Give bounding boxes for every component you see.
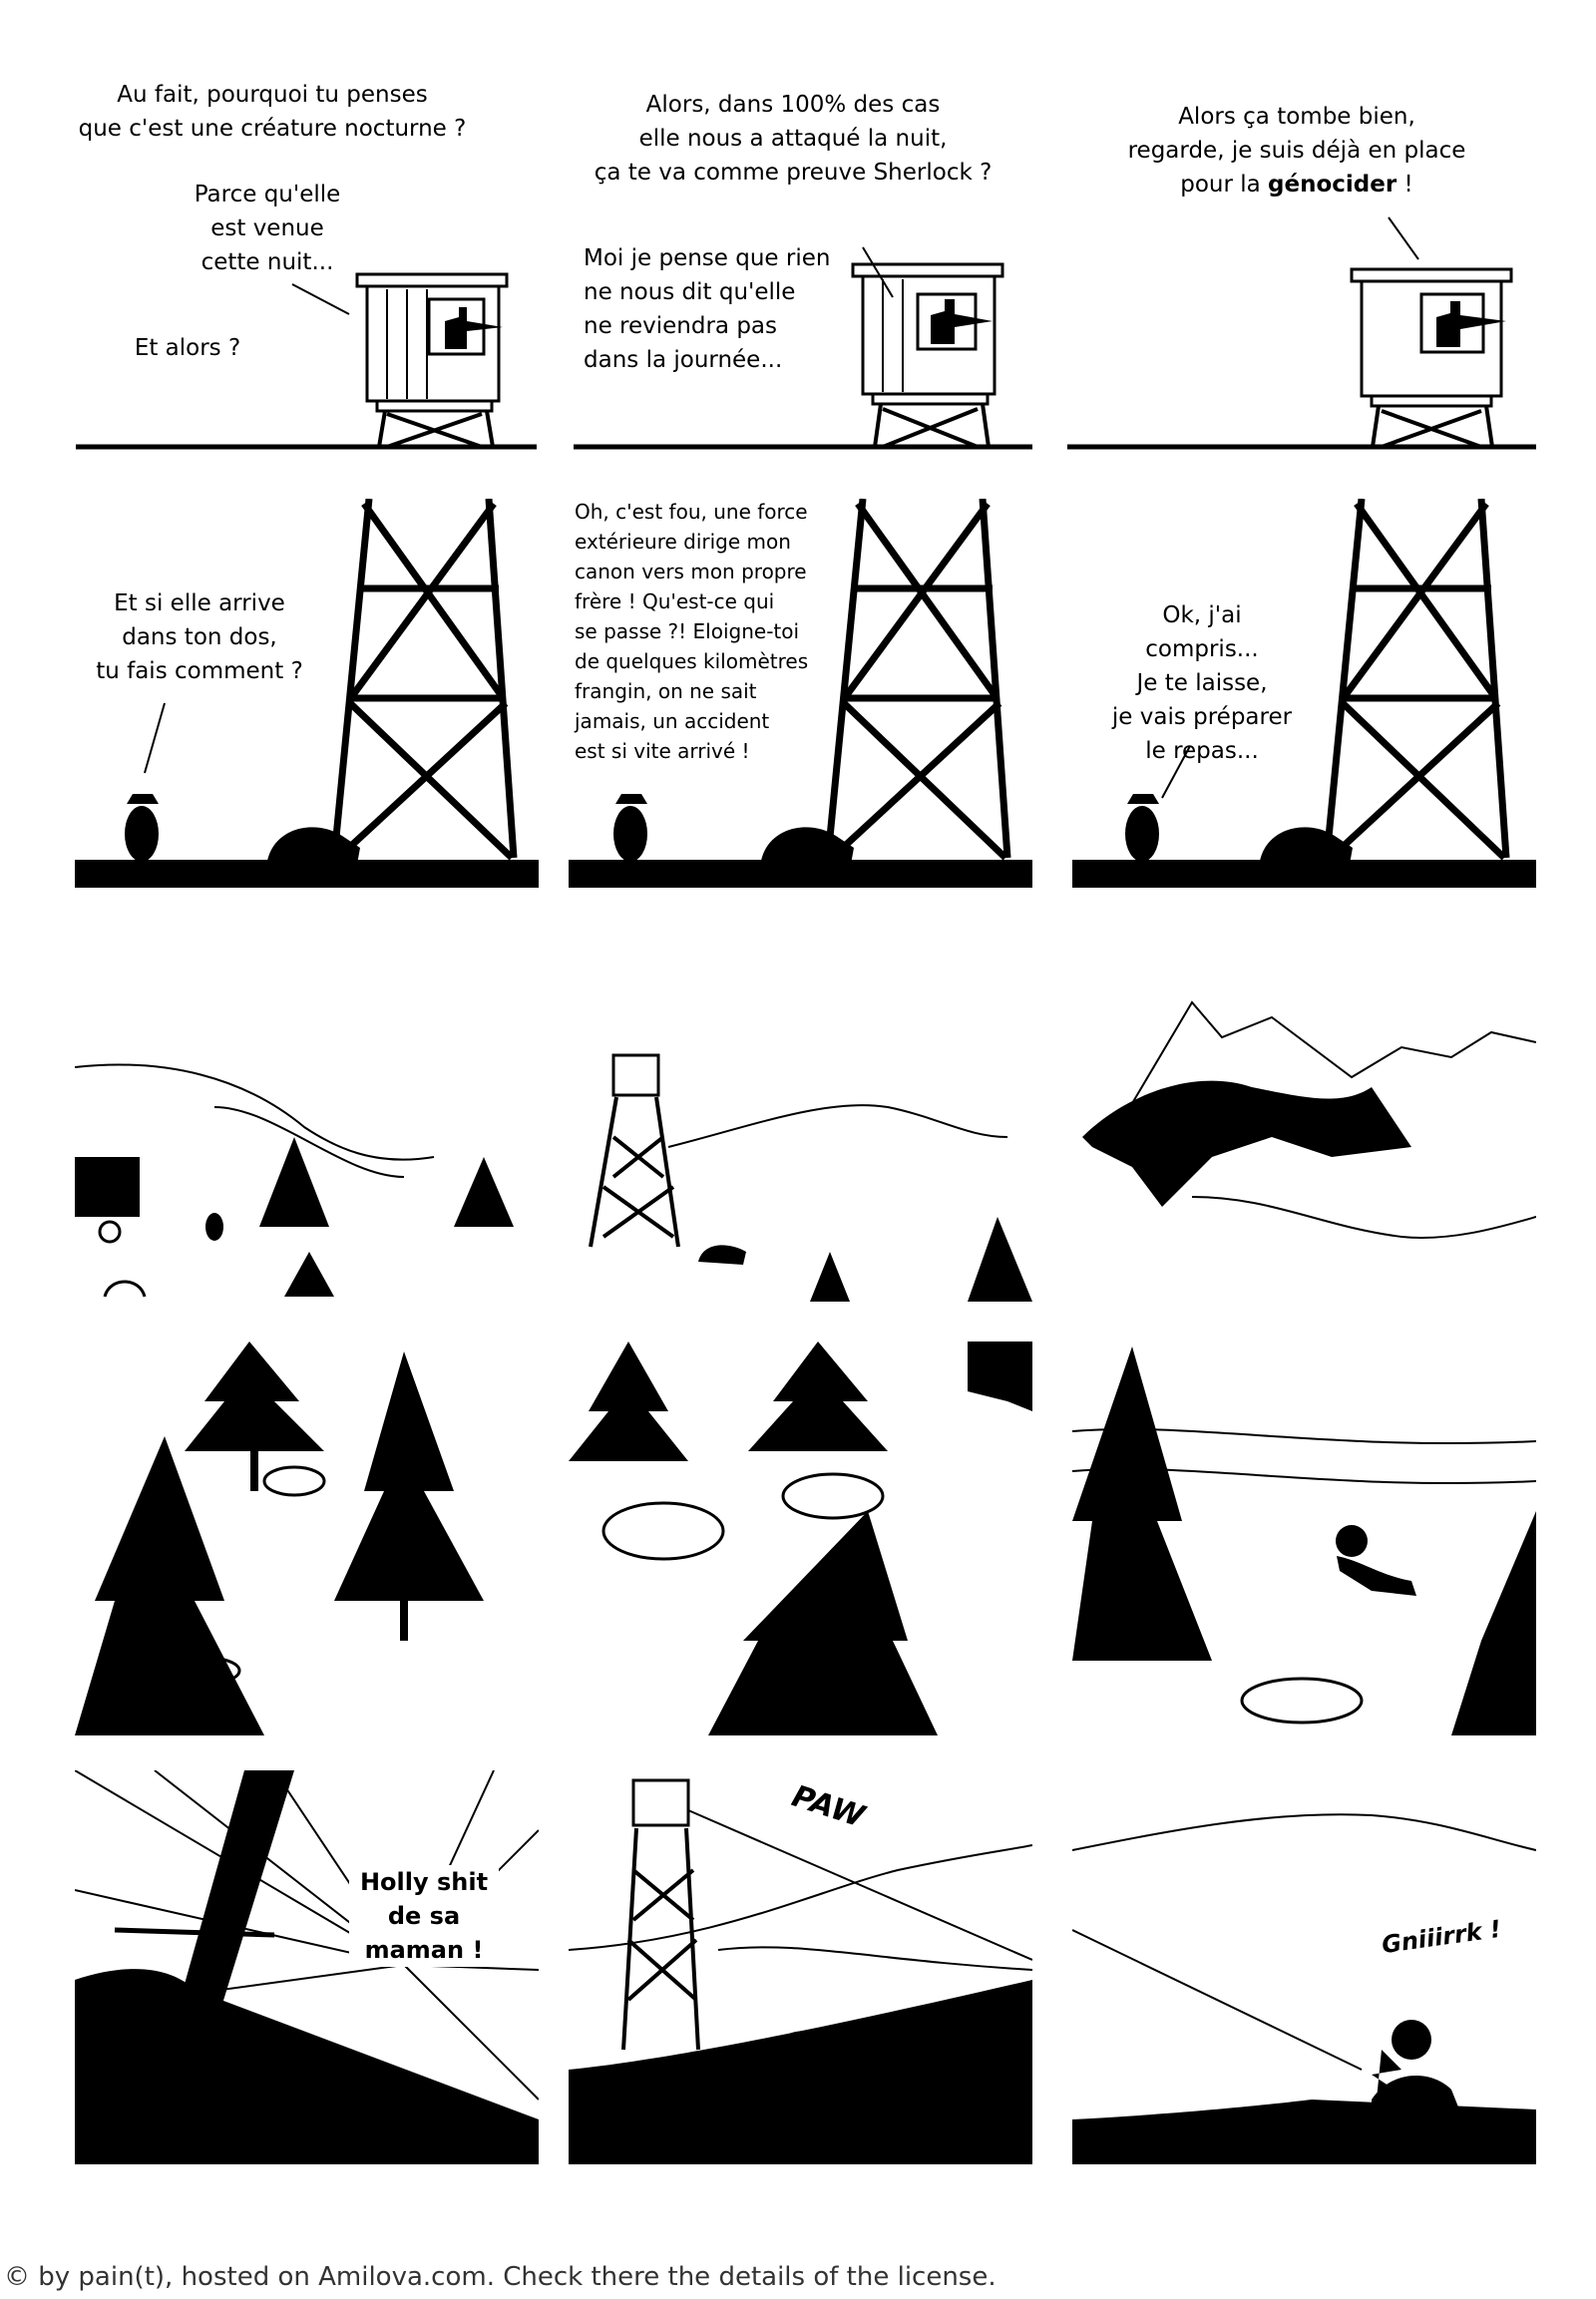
panel-r4-p3 (1072, 1341, 1536, 1735)
panel-r5-p3 (1072, 1770, 1536, 2164)
mountain-landscape (1072, 997, 1536, 1302)
panel-r4-p2 (569, 1341, 1032, 1735)
panel-r1-p3 (1067, 60, 1536, 454)
exclamation-holly-shit: Holly shit de sa maman ! (349, 1865, 499, 1967)
speech-outside-force: Oh, c'est fou, une force extérieure dirige mon canon vers mon propre frère ! Qu'est-ce qui se passe ?! Eloigne-toi de quelques kilomètres frangin, on ne sait jamais, un accident est si vite arrivé ! (575, 500, 809, 763)
panel-r3-p3 (1072, 997, 1536, 1302)
speech-prepare-meal: Ok, j'ai compris... Je te laisse, je vais préparer le repas... (1111, 602, 1293, 764)
speech-behind-you: Et si elle arrive dans ton dos, tu fais comment ? (96, 590, 303, 684)
panel-r3-p2 (569, 1047, 1032, 1302)
tower-legs-scene (75, 499, 539, 888)
panel-r5-p2 (569, 1770, 1032, 2164)
panel-r2-p3 (1072, 499, 1536, 888)
sfx-gniiirrk: Gniiirrk ! (1380, 1914, 1503, 1960)
speech-genocide-text: Alors ça tombe bien, regarde, je suis déjà en place pour la (1127, 104, 1466, 197)
speech-question: Au fait, pourquoi tu penses que c'est une créature nocturne ? (78, 82, 467, 142)
tower-landscape (569, 1047, 1032, 1302)
speech-genocide-bold: génocider (1268, 172, 1397, 197)
creature-hit-scene (1072, 1770, 1536, 2164)
forest-river-scene (1072, 1341, 1536, 1735)
gun-closeup-burst (75, 1770, 539, 2164)
panel-r2-p1 (75, 499, 539, 888)
speech-answer: Parce qu'elle est venue cette nuit... (194, 182, 341, 275)
panel-r2-p2 (569, 499, 1032, 888)
panel-r1-p1 (68, 60, 537, 454)
panel-r1-p2 (564, 60, 1032, 454)
speech-daytime: Moi je pense que rien ne nous dit qu'elle ne reviendra pas dans la journée... (584, 245, 831, 373)
panel-r4-p1 (75, 1341, 539, 1735)
speech-sherlock: Alors, dans 100% des cas elle nous a attaqué la nuit, ça te va comme preuve Sherlock ? (594, 92, 993, 186)
panel-r5-p1 (75, 1770, 539, 2164)
tower-shot-scene (569, 1770, 1032, 2164)
sfx-paw: PAW (787, 1778, 869, 1835)
license-footer: © by pain(t), hosted on Amilova.com. Check there the details of the license. (4, 2262, 997, 2292)
speech-reply: Et alors ? (134, 335, 241, 361)
campsite-landscape (75, 1057, 539, 1302)
speech-genocide-end: ! (1396, 172, 1413, 197)
forest-scene (75, 1341, 539, 1735)
forest-scene (569, 1341, 1032, 1735)
speech-genocide (1087, 100, 1506, 201)
panel-r3-p1 (75, 1057, 539, 1302)
